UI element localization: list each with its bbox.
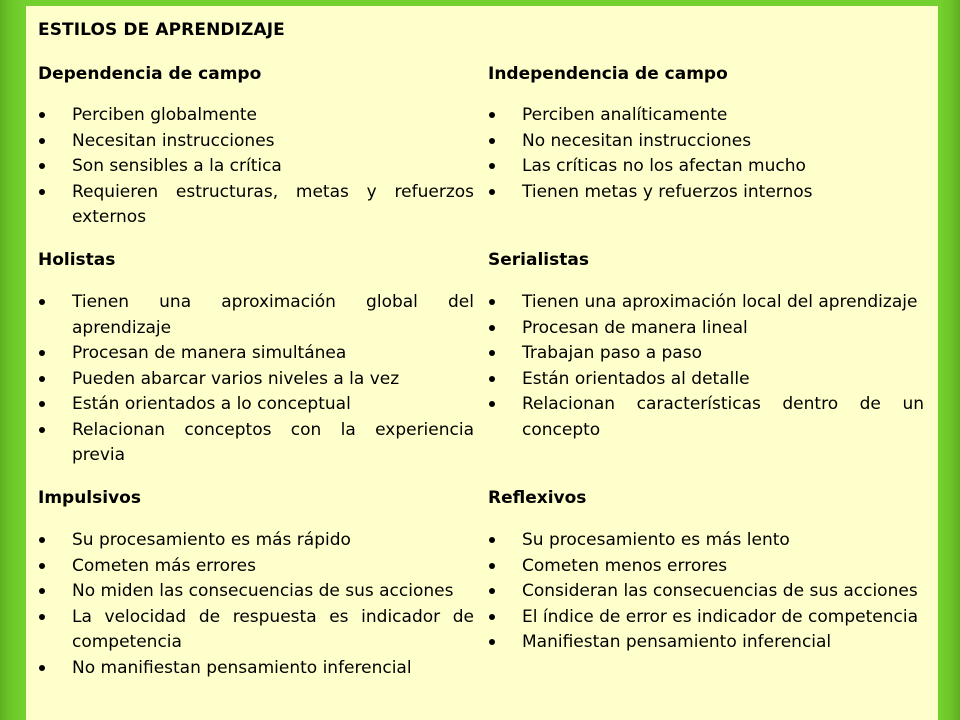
- bullet-icon: [39, 189, 45, 195]
- bullet-icon: [489, 299, 495, 305]
- bullet-icon: [39, 401, 45, 407]
- list-item: Tienen una aproximación global del aprendizaje: [38, 290, 474, 341]
- section-heading: Dependencia de campo: [38, 64, 262, 84]
- list-item: Consideran las consecuencias de sus acciones: [488, 579, 924, 605]
- bullet-icon: [489, 563, 495, 569]
- list-item: No miden las consecuencias de sus acciones: [38, 579, 474, 605]
- bullet-icon: [489, 138, 495, 144]
- section-heading: Holistas: [38, 250, 116, 270]
- bullet-list: [488, 103, 924, 205]
- bullet-icon: [39, 563, 45, 569]
- bullet-icon: [39, 427, 45, 433]
- bullet-icon: [489, 639, 495, 645]
- bullet-icon: [39, 138, 45, 144]
- section-heading: Independencia de campo: [488, 64, 728, 84]
- list-item: Procesan de manera lineal: [488, 316, 924, 342]
- bullet-icon: [489, 401, 495, 407]
- list-item: Cometen menos errores: [488, 554, 924, 580]
- bullet-list: [38, 103, 474, 231]
- list-item: Están orientados a lo conceptual: [38, 392, 474, 418]
- list-item: Tienen una aproximación local del aprendizaje: [488, 290, 924, 316]
- list-item: Su procesamiento es más lento: [488, 528, 924, 554]
- list-item: Perciben globalmente: [38, 103, 474, 129]
- section-heading: Reflexivos: [488, 488, 587, 508]
- section-heading: Impulsivos: [38, 488, 141, 508]
- bullet-icon: [39, 537, 45, 543]
- bullet-icon: [489, 537, 495, 543]
- bullet-icon: [39, 299, 45, 305]
- list-item: No necesitan instrucciones: [488, 129, 924, 155]
- list-item: Necesitan instrucciones: [38, 129, 474, 155]
- list-item: Relacionan conceptos con la experiencia previa: [38, 418, 474, 469]
- list-item: El índice de error es indicador de competencia: [488, 605, 924, 631]
- list-item: Cometen más errores: [38, 554, 474, 580]
- list-item: La velocidad de respuesta es indicador de competencia: [38, 605, 474, 656]
- bullet-icon: [489, 189, 495, 195]
- bullet-list: [488, 528, 924, 656]
- bullet-list: [38, 528, 474, 681]
- bullet-icon: [489, 376, 495, 382]
- page-title: ESTILOS DE APRENDIZAJE: [38, 20, 285, 40]
- list-item: Perciben analíticamente: [488, 103, 924, 129]
- bullet-icon: [39, 614, 45, 620]
- bullet-icon: [489, 325, 495, 331]
- list-item: Requieren estructuras, metas y refuerzos externos: [38, 180, 474, 231]
- bullet-icon: [489, 163, 495, 169]
- bullet-list: [38, 290, 474, 469]
- list-item: Manifiestan pensamiento inferencial: [488, 630, 924, 656]
- section-heading: Serialistas: [488, 250, 589, 270]
- bullet-icon: [39, 112, 45, 118]
- list-item: Procesan de manera simultánea: [38, 341, 474, 367]
- list-item: Son sensibles a la crítica: [38, 154, 474, 180]
- bullet-icon: [489, 112, 495, 118]
- list-item: No manifiestan pensamiento inferencial: [38, 656, 474, 682]
- slide-panel: [26, 6, 938, 720]
- bullet-icon: [489, 614, 495, 620]
- list-item: Tienen metas y refuerzos internos: [488, 180, 924, 206]
- bullet-icon: [39, 588, 45, 594]
- bullet-icon: [39, 665, 45, 671]
- bullet-icon: [39, 163, 45, 169]
- list-item: Están orientados al detalle: [488, 367, 924, 393]
- list-item: Su procesamiento es más rápido: [38, 528, 474, 554]
- list-item: Trabajan paso a paso: [488, 341, 924, 367]
- bullet-icon: [489, 588, 495, 594]
- bullet-list: [488, 290, 924, 443]
- list-item: Pueden abarcar varios niveles a la vez: [38, 367, 474, 393]
- bullet-icon: [489, 350, 495, 356]
- bullet-icon: [39, 350, 45, 356]
- list-item: Relacionan características dentro de un concepto: [488, 392, 924, 443]
- bullet-icon: [39, 376, 45, 382]
- list-item: Las críticas no los afectan mucho: [488, 154, 924, 180]
